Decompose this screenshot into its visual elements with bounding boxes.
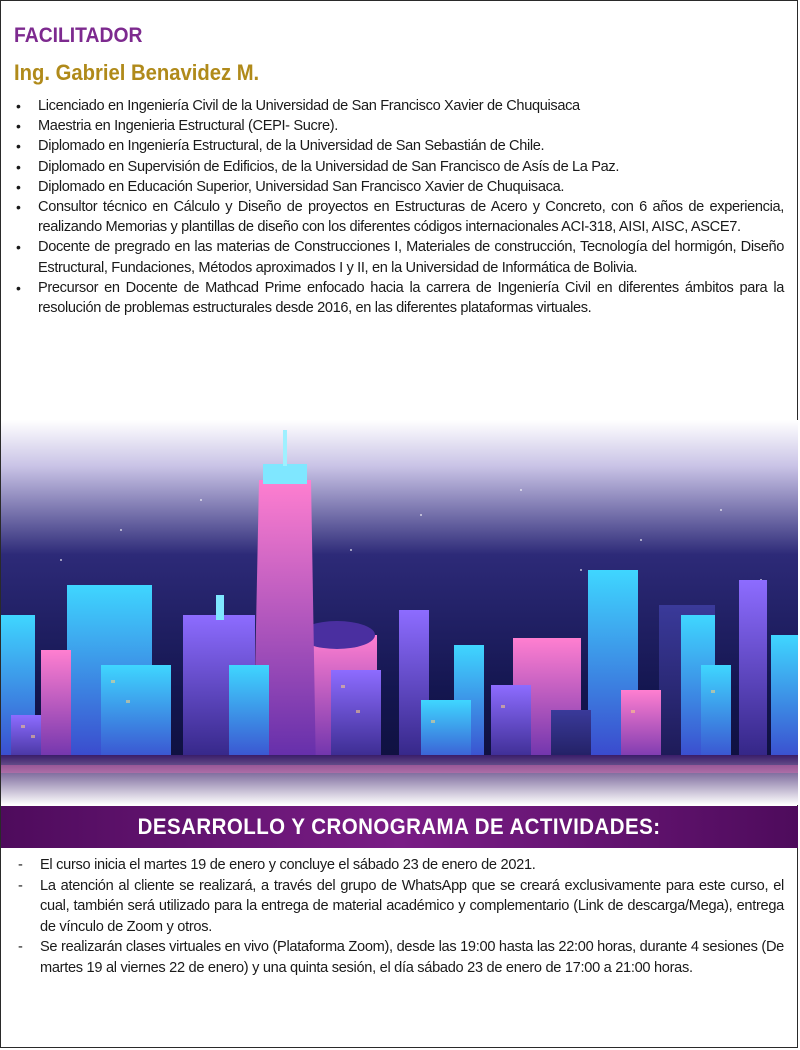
bio-item: • Maestria en Ingenieria Estructural (CEPI- Sucre). xyxy=(14,116,784,136)
facilitator-bio-list xyxy=(14,96,784,318)
bio-item: • Consultor técnico en Cálculo y Diseño de proyectos en Estructuras de Acero y Concreto, con 6 años de experiencia, realizando Memorias y plantillas de diseño con los diferentes códigos internacionales ACI-318, AISI, AISC, ASCE7. xyxy=(14,197,784,237)
activities-heading: DESARROLLO Y CRONOGRAMA DE ACTIVIDADES: xyxy=(138,814,661,839)
facilitator-role-heading: FACILITADOR xyxy=(14,24,143,47)
activity-item: - La atención al cliente se realizará, a través del grupo de WhatsApp que se creará exclusivamente para este curso, el cual, también será utilizado para la entrega de material académico y complementario (Link de descarga/Mega), entrega de vínculo de Zoom y otros. xyxy=(14,876,784,938)
activities-banner xyxy=(1,806,798,848)
facilitator-name: Ing. Gabriel Benavidez M. xyxy=(14,60,260,85)
activities-list xyxy=(14,855,784,978)
bio-item: • Diplomado en Ingeniería Estructural, de la Universidad de San Sebastián de Chile. xyxy=(14,136,784,156)
neon-city-skyline-image xyxy=(1,420,798,805)
bio-item: • Precursor en Docente de Mathcad Prime enfocado hacia la carrera de Ingeniería Civil en diferentes ámbitos para la resolución de problemas estructurales desde 2016, en las diferentes plataformas virtuales. xyxy=(14,278,784,318)
activity-item: - El curso inicia el martes 19 de enero y concluye el sábado 23 de enero de 2021. xyxy=(14,855,784,876)
bio-item: • Diplomado en Educación Superior, Universidad San Francisco Xavier de Chuquisaca. xyxy=(14,177,784,197)
bio-item: • Diplomado en Supervisión de Edificios, de la Universidad de San Francisco de Asís de La Paz. xyxy=(14,157,784,177)
bio-item: • Licenciado en Ingeniería Civil de la Universidad de San Francisco Xavier de Chuquisaca xyxy=(14,96,784,116)
bio-item: • Docente de pregrado en las materias de Construcciones I, Materiales de construcción, Tecnología del hormigón, Diseño Estructural, Fundaciones, Métodos aproximados I y II, en la Universidad de Informática de Bolivia. xyxy=(14,237,784,277)
activity-item: - Se realizarán clases virtuales en vivo (Plataforma Zoom), desde las 19:00 hasta las 22:00 horas, durante 4 sesiones (De martes 19 al viernes 22 de enero) y una quinta sesión, el día sábado 23 de enero de 17:00 a 21:00 horas. xyxy=(14,937,784,978)
